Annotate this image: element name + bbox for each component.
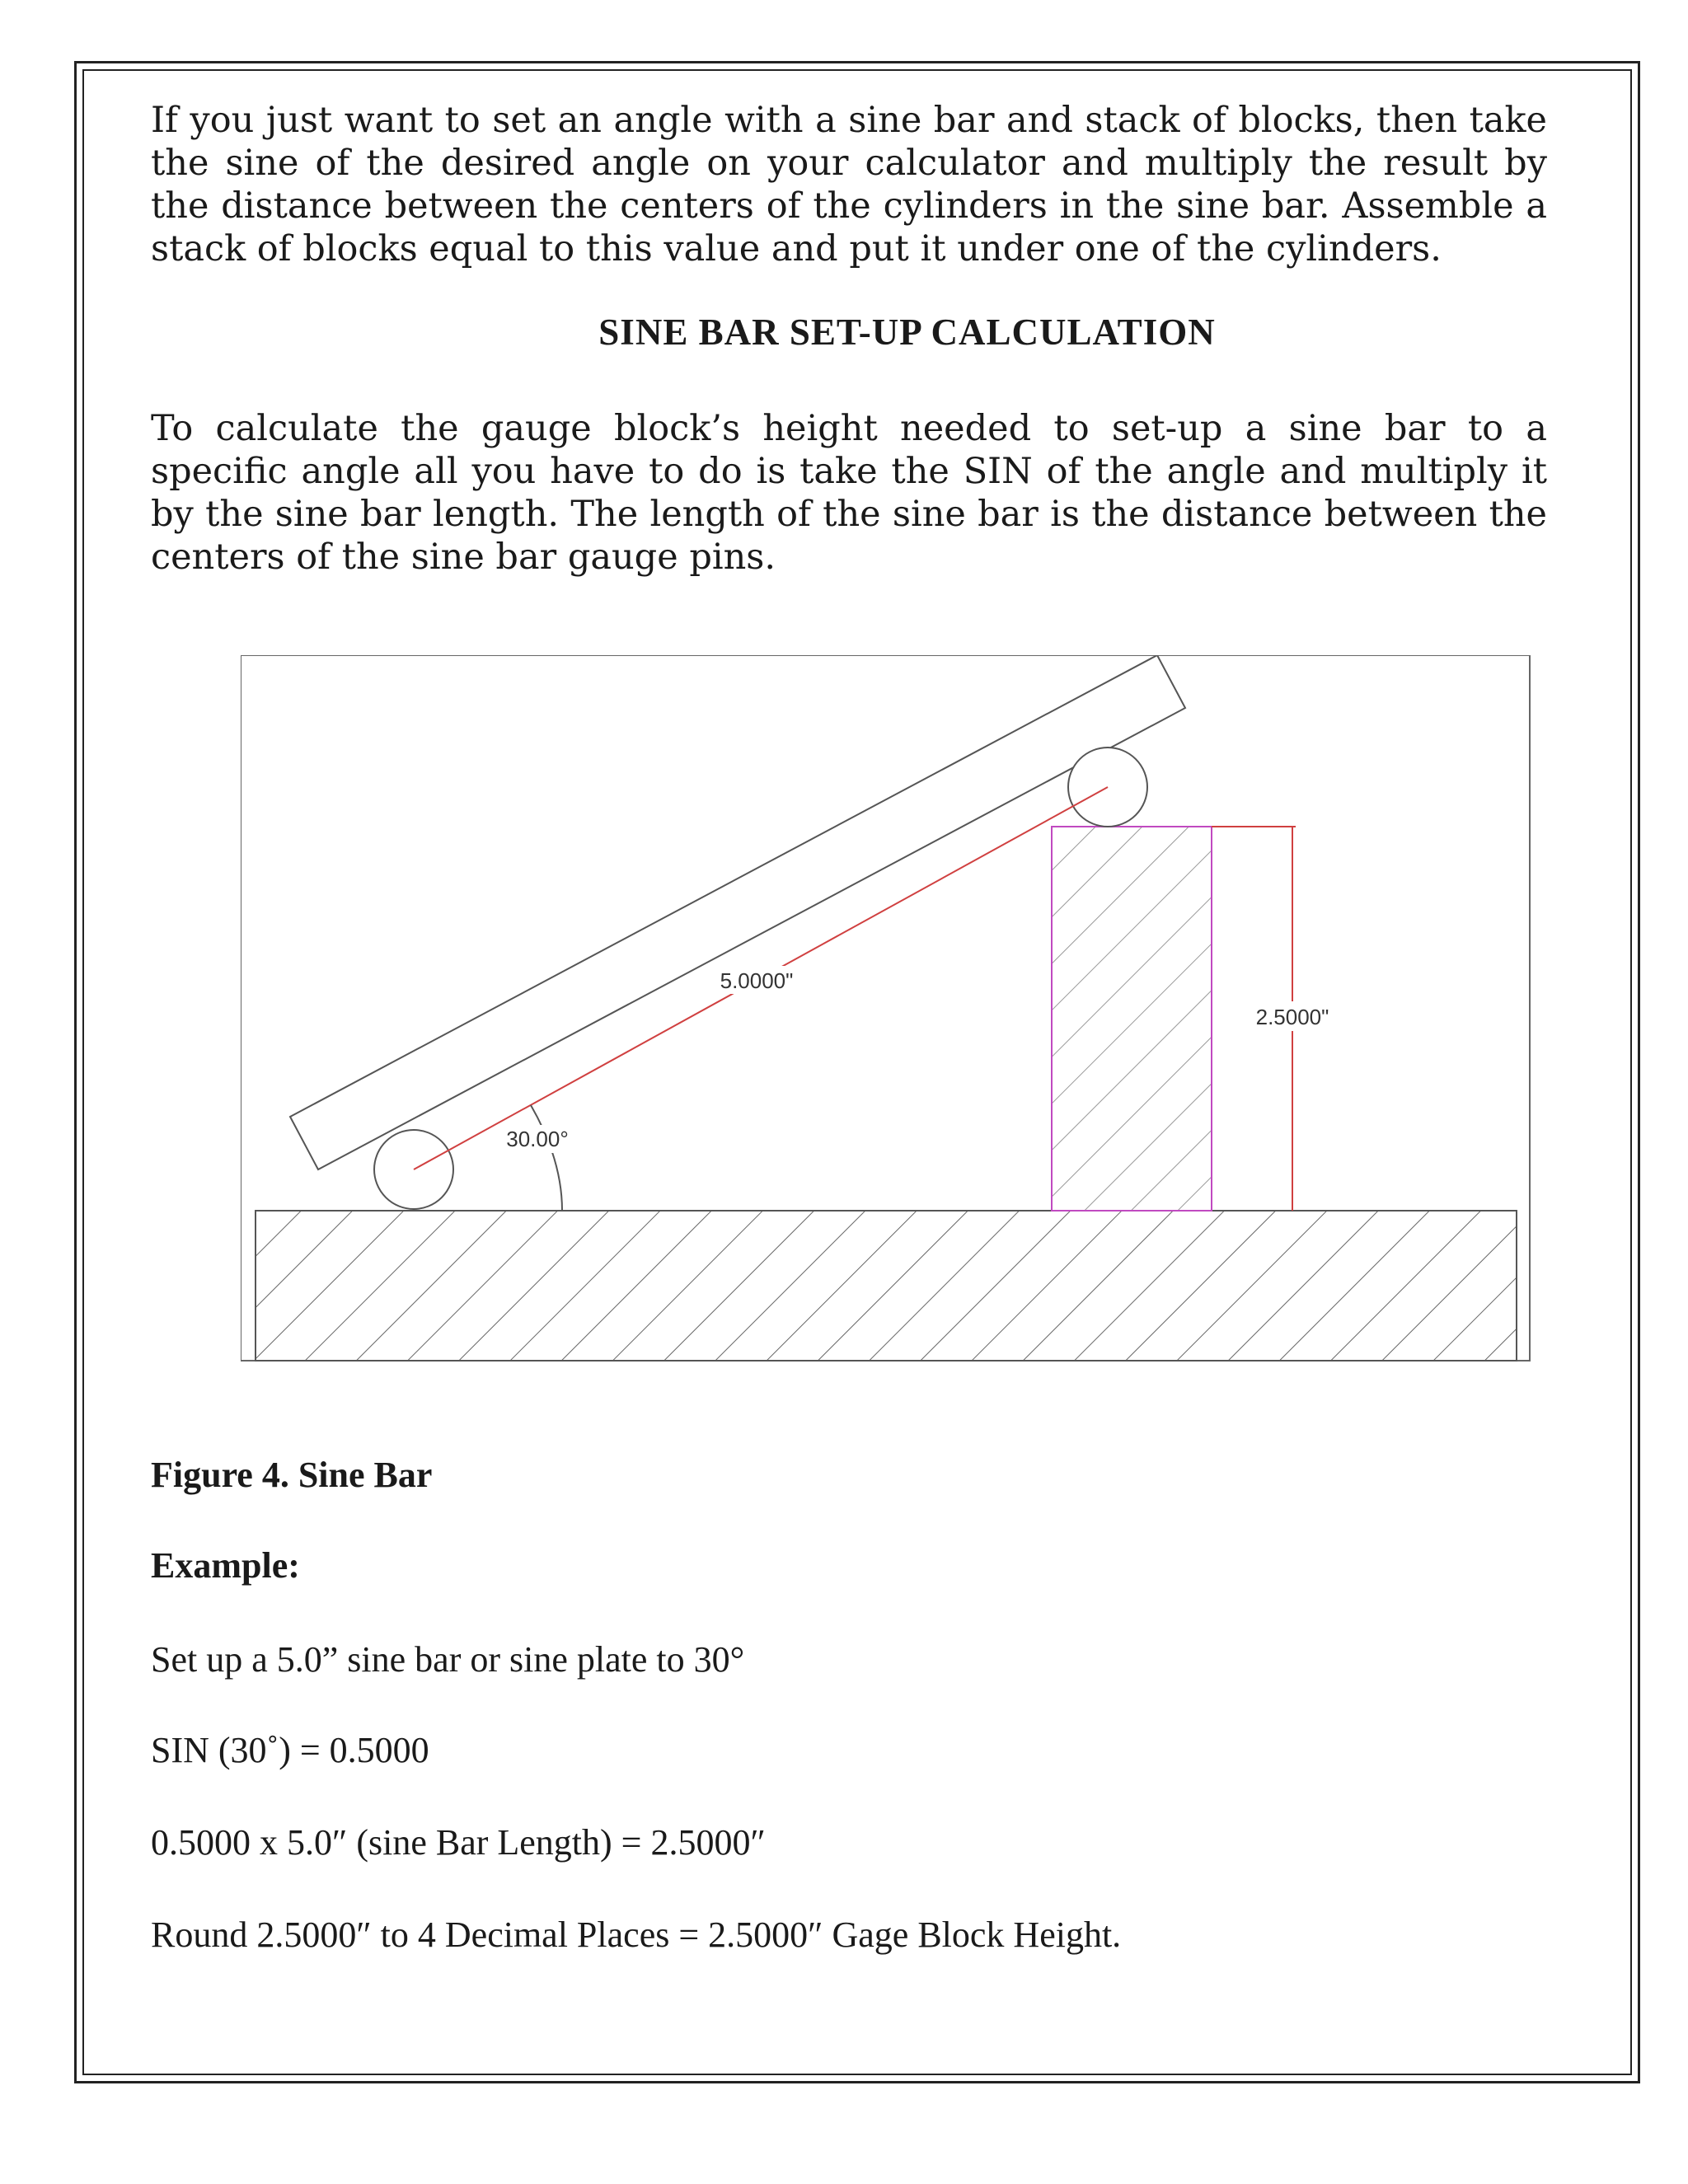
surface-plate <box>256 1211 1517 1361</box>
figure-caption: Figure 4. Sine Bar <box>151 1455 433 1495</box>
height-dimension-label: 2.5000" <box>1255 1005 1329 1029</box>
intro-paragraph: If you just want to set an angle with a sine bar and stack of blocks, then take the sine of the desired angle on your calculator and multiply the result by the distance between the centers of the cylinders in the sine bar. Assemble a stack of blocks equal to this value and put it under one of the cylinders. <box>151 100 1547 269</box>
sine-bar-figure <box>241 655 1535 1364</box>
angle-label: 30.00° <box>506 1127 569 1151</box>
length-dimension-label: 5.0000" <box>720 968 794 993</box>
example-line: Round 2.5000″ to 4 Decimal Places = 2.5000″ Gage Block Height. <box>151 1915 1122 1955</box>
example-line: 0.5000 x 5.0″ (sine Bar Length) = 2.5000″ <box>151 1822 766 1863</box>
explanation-paragraph: To calculate the gauge block’s height needed to set-up a sine bar to a specific angle all you have to do is take the SIN of the angle and multiply it by the sine bar length. The length of the sine bar is the distance between the centers of the sine bar gauge pins. <box>151 408 1547 578</box>
section-heading: SINE BAR SET-UP CALCULATION <box>598 312 1216 353</box>
gauge-block-stack <box>1052 827 1212 1211</box>
example-line: Set up a 5.0” sine bar or sine plate to 30° <box>151 1639 745 1680</box>
example-title: Example: <box>151 1545 300 1586</box>
example-line: SIN (30˚) = 0.5000 <box>151 1730 429 1770</box>
